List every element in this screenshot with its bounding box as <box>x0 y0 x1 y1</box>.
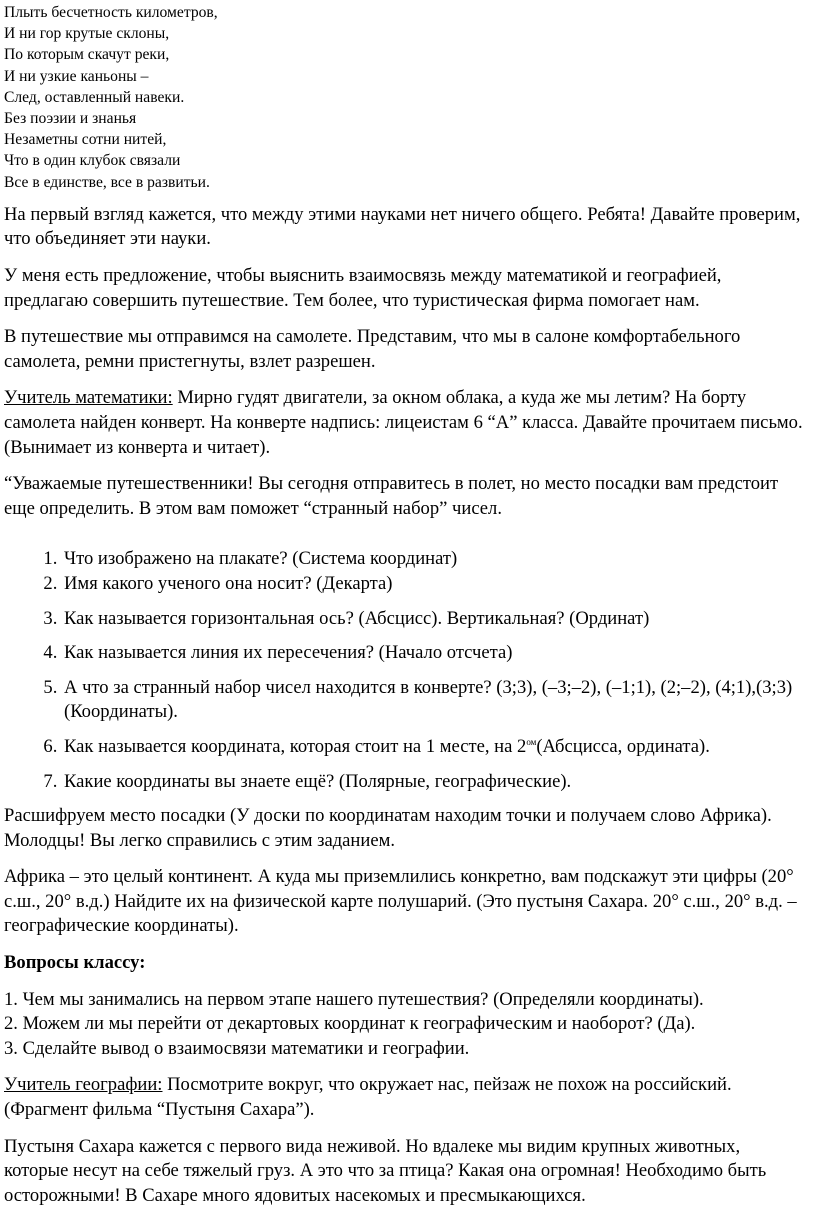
q6-superscript: ом <box>526 736 537 747</box>
math-teacher-text: Мирно гудят двигатели, за окном облака, а куда же мы летим? На борту самолета найден конверт. На конверте надпись: лицеистам 6 “А” класса. Давайте прочитаем письмо. (Вынимает из конверта и читает). <box>4 387 803 458</box>
paragraph-geo-teacher <box>4 1073 808 1122</box>
poem-line: Все в единстве, все в развитьи. <box>4 173 210 191</box>
class-question: 1. Чем мы занимались на первом этапе нашего путешествия? (Определяли координаты). <box>4 988 704 1010</box>
poem-line: По которым скачут реки, <box>4 46 170 64</box>
paragraph-sahara: Пустыня Сахара кажется с первого вида неживой. Но вдалеке мы видим крупных животных, которые несут на себе тяжелый груз. А это что за птица? Какая она огромная! Необходимо быть осторожными! В Сахаре много ядовитых насекомых и пресмыкающихся. <box>4 1135 767 1206</box>
class-question: 3. Сделайте вывод о взаимосвязи математики и географии. <box>4 1037 470 1059</box>
question-item <box>62 735 808 760</box>
paragraph-decode: Расшифруем место посадки (У доски по координатам находим точки и получаем слово Африка). Молодцы! Вы легко справились с этим заданием. <box>4 805 772 851</box>
paragraph-proposal: У меня есть предложение, чтобы выяснить взаимосвязь между математикой и географией, предлагаю совершить путешествие. Тем более, что туристическая фирма помогает нам. <box>4 265 722 311</box>
geo-teacher-text: Посмотрите вокруг, что окружает нас, пейзаж не похож на российский. (Фрагмент фильма “Пустыня Сахара”). <box>4 1074 732 1121</box>
poem-line: Без поэзии и знанья <box>4 110 137 128</box>
q6-answer: (Абсцисса, ордината). <box>536 735 710 757</box>
class-questions-heading: Вопросы классу: <box>4 952 146 974</box>
poem-line: След, оставленный навеки. <box>4 88 185 106</box>
math-teacher-label: Учитель математики: <box>4 387 173 409</box>
paragraph-africa: Африка – это целый континент. А куда мы приземлились конкретно, вам подскажут эти цифры (20° с.ш., 20° в.д.) Найдите их на физической карте полушарий. (Это пустыня Сахара. 20° с.ш., 20° в.д. – географические координаты). <box>4 866 797 937</box>
paragraph-letter: “Уважаемые путешественники! Вы сегодня отправитесь в полет, но место посадки вам предстоит еще определить. В этом вам поможет “странный набор” чисел. <box>4 473 779 519</box>
poem-line: Плыть бесчетность километров, <box>4 4 218 21</box>
poem-line: Что в один клубок связали <box>4 152 181 170</box>
question-item: 4. Как называется линия их пересечения? (Начало отсчета) <box>62 641 808 666</box>
paragraph-plane: В путешествие мы отправимся на самолете. Представим, что мы в салоне комфортабельного самолета, ремни пристегнуты, взлет разрешен. <box>4 326 741 372</box>
paragraph-math-teacher <box>4 386 808 460</box>
question-item: 7. Какие координаты вы знаете ещё? (Полярные, географические). <box>62 770 808 795</box>
poem-line: И ни гор крутые склоны, <box>4 25 170 43</box>
question-item: 3. Как называется горизонтальная ось? (Абсцисс). Вертикальная? (Ординат) <box>62 607 808 632</box>
question-item: 1. Что изображено на плакате? (Система координат) <box>62 547 808 572</box>
poem <box>4 0 808 193</box>
class-question: 2. Можем ли мы перейти от декартовых координат к географическим и наоборот? (Да). <box>4 1013 696 1035</box>
class-questions <box>4 988 808 1062</box>
geo-teacher-label: Учитель географии: <box>4 1074 163 1096</box>
paragraph-intro: На первый взгляд кажется, что между этими науками нет ничего общего. Ребята! Давайте проверим, что объединяет эти науки. <box>4 203 801 250</box>
poem-line: И ни узкие каньоны – <box>4 67 149 85</box>
question-item: 5. А что за странный набор чисел находится в конверте? (3;3), (–3;–2), (–1;1), (2;–2), (4;1),(3;3) (Координаты). <box>62 676 808 725</box>
question-list <box>4 547 808 794</box>
question-item: 2. Имя какого ученого она носит? (Декарта) <box>62 572 808 597</box>
poem-line: Незаметны сотни нитей, <box>4 131 167 149</box>
q6-text: Как называется координата, которая стоит на 1 месте, на 2 <box>64 735 527 757</box>
